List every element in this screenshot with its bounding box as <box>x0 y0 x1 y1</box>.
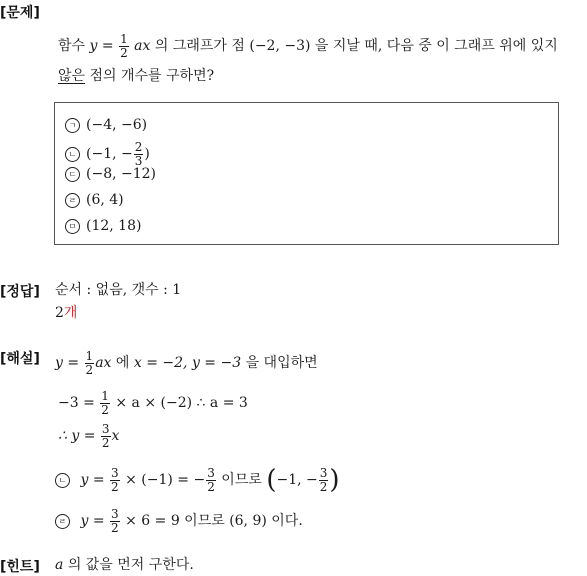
hint-line <box>55 556 194 574</box>
hint-label: [힌트] <box>0 559 40 575</box>
circled-mark-icon: ㄴ <box>65 147 80 162</box>
solution-l4-pt-num: 3 <box>319 466 328 480</box>
solution-l4-fraction-2 <box>206 467 216 493</box>
problem-eq-suffix: ax <box>134 38 151 54</box>
solution-l3-fraction <box>101 423 111 449</box>
solution-l4-point-fraction <box>319 467 329 493</box>
circled-mark-icon: ㄴ <box>55 473 70 488</box>
solution-label: [해설] <box>0 351 40 367</box>
circled-mark-icon: ㄷ <box>65 167 80 182</box>
solution-l2-den: 2 <box>101 403 109 417</box>
solution-l4-pre: y = <box>80 472 105 488</box>
problem-label: [문제] <box>0 5 40 21</box>
problem-fraction <box>119 33 129 59</box>
solution-l1-den: 2 <box>85 363 94 377</box>
solution-l1-num: 1 <box>85 349 94 363</box>
solution-l4-pt-den: 2 <box>319 480 328 494</box>
solution-l4-num2: 3 <box>207 466 215 480</box>
problem-underlined: 않은 <box>58 68 86 84</box>
circled-mark-icon: ㄹ <box>55 514 70 529</box>
problem-line-1 <box>58 33 558 59</box>
choice-2-fraction <box>134 141 144 167</box>
solution-l5-den: 2 <box>111 521 119 535</box>
solution-l5-post: × 6 = 9 이므로 (6, 9) 이다. <box>125 513 303 529</box>
problem-text-a: 함수 <box>58 38 86 54</box>
answer-label: [정답] <box>0 284 40 300</box>
choice-2-den: 3 <box>134 154 143 168</box>
solution-l4-fraction <box>110 467 120 493</box>
solution-l3-den: 2 <box>101 436 110 450</box>
solution-l3-post: x <box>111 428 120 444</box>
solution-l4-den: 2 <box>111 480 119 494</box>
answer-count-unit: 개 <box>63 305 78 321</box>
choice-2-pre: (−1, − <box>86 146 133 162</box>
choice-5 <box>65 217 141 235</box>
problem-line-2 <box>58 67 214 85</box>
solution-line-5 <box>55 508 303 534</box>
solution-line-3 <box>58 423 119 449</box>
solution-l4-point-pre: −1, − <box>276 472 318 488</box>
choice-1 <box>65 116 147 134</box>
choice-4-text: (6, 4) <box>86 192 124 208</box>
solution-l4-text: 이므로 <box>221 472 262 488</box>
solution-l1-sub: x = −2, y = −3 <box>133 355 242 371</box>
solution-l1-pre: y = <box>55 355 80 371</box>
solution-l1-text: 에 <box>115 355 130 371</box>
circled-mark-icon: ㅁ <box>65 219 80 234</box>
answer-count-number: 2 <box>55 305 64 321</box>
choice-3-text: (−8, −12) <box>86 166 157 182</box>
choice-4 <box>65 191 124 209</box>
solution-l4-den2: 2 <box>207 480 215 494</box>
problem-text-c: 점의 개수를 구하면? <box>89 68 215 84</box>
solution-l5-num: 3 <box>111 507 119 521</box>
solution-line-2 <box>58 390 248 416</box>
hint-text: 의 값을 먼저 구한다. <box>67 557 194 573</box>
problem-text-b: 의 그래프가 점 (−2, −3) 을 지날 때, 다음 중 이 그래프 위에 있지 <box>154 38 558 54</box>
choice-3 <box>65 165 156 183</box>
solution-l1-mid: ax <box>95 355 112 371</box>
problem-frac-den: 2 <box>120 46 128 60</box>
solution-l4-num: 3 <box>111 466 119 480</box>
choice-2 <box>65 141 150 167</box>
hint-var: a <box>55 557 64 573</box>
choice-2-num: 2 <box>134 140 143 154</box>
circled-mark-icon: ㄹ <box>65 193 80 208</box>
solution-l3-num: 3 <box>101 422 110 436</box>
solution-l2-num: 1 <box>101 389 109 403</box>
answer-count <box>55 304 77 322</box>
left-paren: ( <box>266 465 277 495</box>
problem-eq-prefix: y = <box>89 38 114 54</box>
solution-l4-mid: × (−1) = − <box>125 472 206 488</box>
right-paren: ) <box>329 465 340 495</box>
choices-box <box>54 102 559 245</box>
solution-line-1 <box>55 350 318 376</box>
solution-l1-end: 을 대입하면 <box>245 355 318 371</box>
solution-l5-pre: y = <box>80 513 105 529</box>
solution-l3-pre: ∴ y = <box>58 428 96 444</box>
solution-line-4 <box>55 467 340 493</box>
choice-2-post: ) <box>144 146 150 162</box>
choice-5-text: (12, 18) <box>86 218 142 234</box>
answer-line-1: 순서 : 없음, 갯수 : 1 <box>55 282 182 298</box>
solution-l1-fraction <box>85 350 95 376</box>
circled-mark-icon: ㄱ <box>65 118 80 133</box>
solution-l2-post: × a × (−2) ∴ a = 3 <box>115 395 248 411</box>
solution-l2-pre: −3 = <box>58 395 95 411</box>
solution-l2-fraction <box>100 390 110 416</box>
choice-1-text: (−4, −6) <box>86 117 148 133</box>
problem-frac-num: 1 <box>120 32 128 46</box>
solution-l5-fraction <box>110 508 120 534</box>
